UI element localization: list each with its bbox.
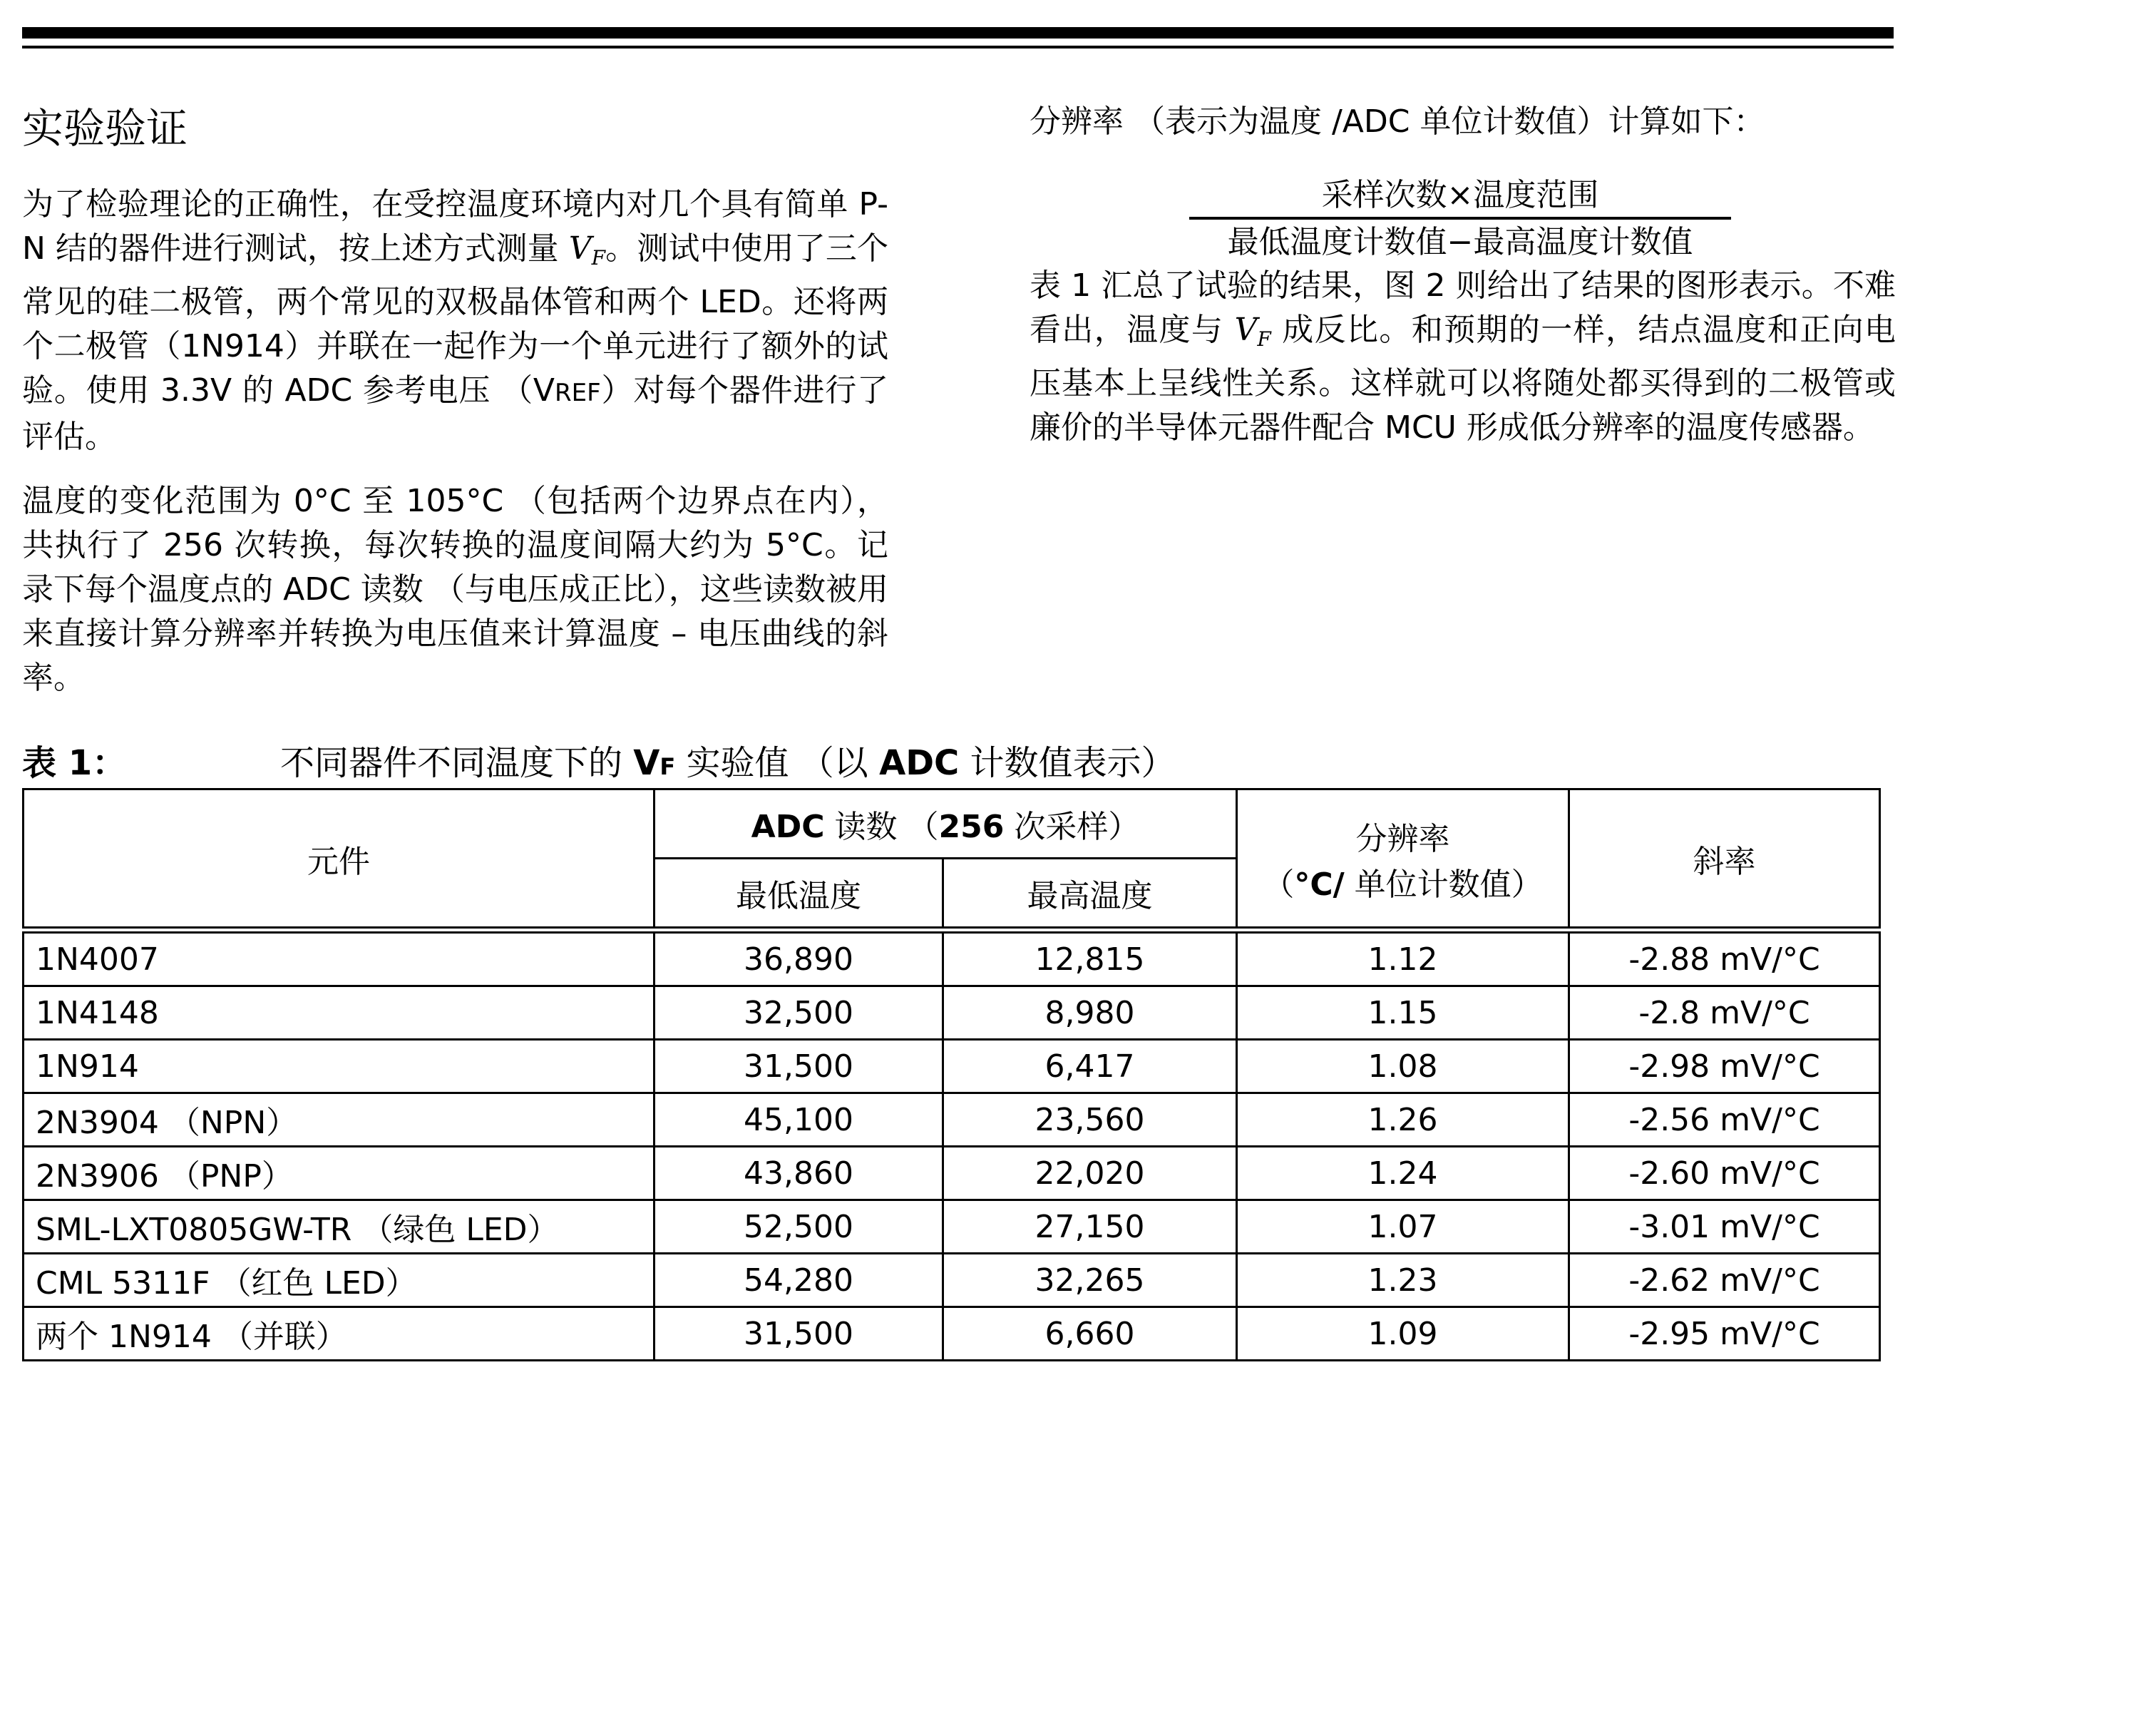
left-column [22, 100, 888, 720]
cell-high: 27,150 [943, 1200, 1237, 1254]
cell-resolution: 1.07 [1237, 1200, 1569, 1254]
table-row [24, 1040, 1880, 1093]
paragraph-text: 。测试中使用了三个常见的硅二极管，两个常见的双极晶体管和两个 LED。还将两个二极管（1N914）并联在一起作为一个单元进行了额外的试验。使用 3.3V 的 ADC 参考电压 （V [22, 230, 888, 409]
header-high-temp: 最高温度 [943, 859, 1237, 931]
cell-resolution: 1.23 [1237, 1254, 1569, 1307]
vf-symbol: $V_F$ [1234, 312, 1271, 351]
vf-symbol: $V_F$ [568, 230, 606, 270]
cell-component: 1N4148 [24, 986, 654, 1040]
cell-component: 2N3904 （NPN） [24, 1093, 654, 1147]
table-caption-label: 表 1： [22, 743, 127, 783]
cell-low: 54,280 [654, 1254, 943, 1307]
table-caption-text: 不同器件不同温度下的 [280, 743, 634, 783]
right-column [1030, 100, 1896, 470]
cell-low: 31,500 [654, 1307, 943, 1361]
cell-slope: -2.62 mV/°C [1569, 1254, 1880, 1307]
header-rule-thin [22, 46, 1894, 48]
cell-resolution: 1.09 [1237, 1307, 1569, 1361]
section-title: 实验验证 [22, 104, 188, 153]
header-component: 元件 [24, 789, 654, 931]
header-slope: 斜率 [1569, 789, 1880, 931]
paragraph-test-setup [22, 183, 888, 459]
paragraph-temperature-range: 温度的变化范围为 0°C 至 105°C （包括两个边界点在内），共执行了 256 次转换，每次转换的温度间隔大约为 5°C。记录下每个温度点的 ADC 读数 （与电压成正比），这些读数被用来直接计算分辨率并转换为电压值来计算温度 – 电压曲线的斜率。 [22, 483, 888, 696]
cell-slope: -2.8 mV/°C [1569, 986, 1880, 1040]
cell-high: 12,815 [943, 930, 1237, 986]
cell-slope: -2.95 mV/°C [1569, 1307, 1880, 1361]
cell-slope: -3.01 mV/°C [1569, 1200, 1880, 1254]
cell-low: 45,100 [654, 1093, 943, 1147]
formula-numerator: 采样次数×温度范围 [1321, 177, 1599, 213]
resolution-formula [1189, 174, 1731, 264]
cell-high: 6,660 [943, 1307, 1237, 1361]
cell-resolution: 1.12 [1237, 930, 1569, 986]
vf-symbol: VF [633, 743, 676, 783]
vref-subscript: REF [555, 379, 601, 407]
cell-high: 6,417 [943, 1040, 1237, 1093]
cell-component: 2N3906 （PNP） [24, 1147, 654, 1200]
results-table [22, 788, 1881, 1361]
table-row [24, 1307, 1880, 1361]
header-low-temp: 最低温度 [654, 859, 943, 931]
paragraph-summary [1030, 264, 1896, 450]
paragraph-text: 为了检验理论的正确性，在受控温度环境内对几个具有简单 P-N 结的器件进行测试，按上述方式测量 [22, 186, 888, 267]
table-row [24, 1254, 1880, 1307]
table-caption-adc: ADC [879, 743, 960, 783]
table-row [24, 1093, 1880, 1147]
cell-resolution: 1.08 [1237, 1040, 1569, 1093]
paragraph-text: ）对每个器件进行了评估。 [22, 372, 889, 455]
table-row [24, 1147, 1880, 1200]
cell-resolution: 1.26 [1237, 1093, 1569, 1147]
header-adc-readings: ADC 读数 （256 次采样） [654, 789, 1237, 859]
formula-denominator: 最低温度计数值−最高温度计数值 [1227, 224, 1693, 260]
paragraph-text: 表 1 汇总了试验的结果，图 2 则给出了结果的图形表示。不难看出，温度与 [1030, 267, 1896, 348]
cell-resolution: 1.24 [1237, 1147, 1569, 1200]
table-caption-text: 实验值 （以 [675, 743, 880, 783]
header-rule-thick [22, 27, 1894, 39]
fraction-bar [1189, 217, 1731, 220]
cell-high: 8,980 [943, 986, 1237, 1040]
table-caption [22, 735, 1876, 795]
cell-component: SML-LXT0805GW-TR （绿色 LED） [24, 1200, 654, 1254]
cell-high: 32,265 [943, 1254, 1237, 1307]
header-resolution: 分辨率 （°C/ 单位计数值） [1237, 789, 1569, 931]
cell-slope: -2.88 mV/°C [1569, 930, 1880, 986]
cell-low: 52,500 [654, 1200, 943, 1254]
table-row [24, 930, 1880, 986]
table-row [24, 1200, 1880, 1254]
cell-high: 22,020 [943, 1147, 1237, 1200]
cell-low: 36,890 [654, 930, 943, 986]
formula-intro: 分辨率 （表示为温度 /ADC 单位计数值）计算如下： [1030, 103, 1765, 140]
cell-slope: -2.98 mV/°C [1569, 1040, 1880, 1093]
paragraph-text: 成反比。和预期的一样，结点温度和正向电压基本上呈线性关系。这样就可以将随处都买得到的二极管或廉价的半导体元器件配合 MCU 形成低分辨率的温度传感器。 [1030, 312, 1896, 446]
cell-low: 32,500 [654, 986, 943, 1040]
table-row [24, 986, 1880, 1040]
cell-slope: -2.60 mV/°C [1569, 1147, 1880, 1200]
cell-low: 31,500 [654, 1040, 943, 1093]
cell-low: 43,860 [654, 1147, 943, 1200]
cell-component: 1N914 [24, 1040, 654, 1093]
cell-component: 1N4007 [24, 930, 654, 986]
cell-slope: -2.56 mV/°C [1569, 1093, 1880, 1147]
cell-component: CML 5311F （红色 LED） [24, 1254, 654, 1307]
cell-component: 两个 1N914 （并联） [24, 1307, 654, 1361]
cell-high: 23,560 [943, 1093, 1237, 1147]
table-caption-text: 计数值表示） [959, 743, 1176, 783]
cell-resolution: 1.15 [1237, 986, 1569, 1040]
